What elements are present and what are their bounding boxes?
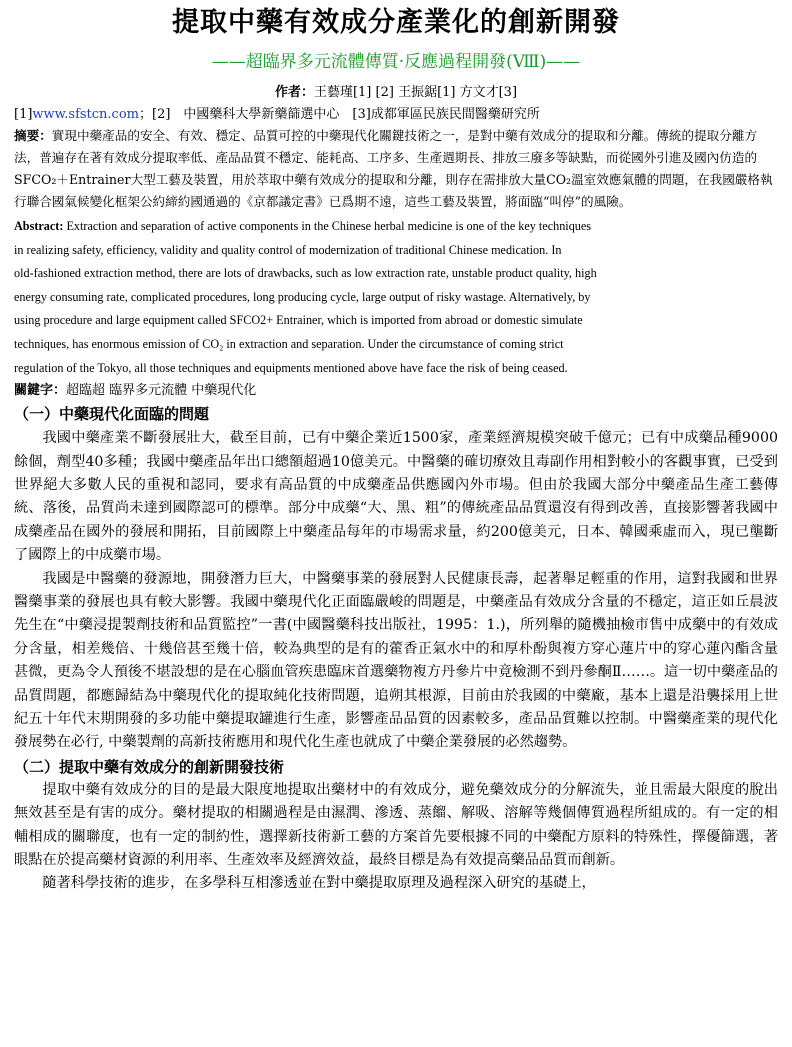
affiliation-prefix: [1] <box>14 107 33 122</box>
body-paragraph: 我國中藥產業不斷發展壯大，截至目前，已有中藥企業近1500家，產業經濟規模突破千億元；已有中成藥品種9000餘個，劑型40多種；我國中藥產品年出口總額超過10億美元。中醫藥的確切療效且毒副作用相對較小的客觀事實，已受到世界絕大多數人民的重視和認同，要求有高品質的中成藥產品供應國內外市場。但由於我國大部分中藥產品生產工藝傳統、落後，品質尚未達到國際認可的標準。部分中成藥“大、黑、粗”的傳統產品品質還沒有得到改善，直接影響著我國中成藥產品在國外的發展和開拓，目前國際上中藥產品每年的市場需求量，約200億美元，日本、韓國乘虛而入，現已壟斷了國際上的中成藥市場。 <box>14 430 778 564</box>
paper-subtitle: ——超臨界多元流體傳質·反應過程開發(Ⅷ)—— <box>211 52 581 72</box>
keywords-text: 超臨超 臨界多元流體 中藥現代化 <box>66 383 257 399</box>
chinese-abstract <box>14 125 778 213</box>
document-page <box>14 4 778 896</box>
english-abstract-line: in realizing safety, efficiency, validity and quality control of modernization of traditional Chinese medication. In <box>14 242 562 257</box>
english-abstract <box>14 213 778 380</box>
affiliation-line <box>14 104 778 125</box>
author-line <box>14 82 778 104</box>
body-paragraph: 隨著科學技術的進步，在多學科互相滲透並在對中藥提取原理及過程深入研究的基礎上， <box>42 875 596 892</box>
keywords-line <box>14 380 778 402</box>
affiliation-text: ；[2] 中國藥科大學新藥篩選中心 [3]成都軍區民族民間醫藥研究所 <box>139 107 540 122</box>
english-abstract-label: Abstract: <box>14 219 64 233</box>
english-abstract-line: Abstract: Extraction and separation of active components in the Chinese herbal medicine is one of the key techniques <box>14 219 592 233</box>
english-abstract-line: regulation of the Tokyo, all those techniques and equipments mentioned above have face the risk of being ceased. <box>14 360 568 375</box>
author-label: 作者： <box>274 85 314 100</box>
section-heading-2: （二）提取中藥有效成分的創新開發技術 <box>14 757 285 776</box>
english-abstract-line: techniques, has enormous emission of CO₂ in extraction and separation. Under the circumstance of coming strict <box>14 336 564 351</box>
abstract-text: 實現中藥產品的安全、有效、穩定、品質可控的中藥現代化關鍵技術之一，是對中藥有效成分的提取和分離。傳統的提取分離方法，普遍存在著有效成分提取率低、產品品質不穩定、能耗高、工序多、生產週期長、排放三廢多等缺點，而從國外引進及國內仿造的SFCO₂＋Entrainer大型工藝及裝置，用於萃取中藥有效成分的提取和分離，則存在需排放大量CO₂溫室效應氣體的問題，在我國嚴格執行聯合國氣候變化框架公約締約國通過的《京都議定書》已爲期不遠，這些工藝及裝置，將面臨“叫停”的風險。 <box>14 128 773 209</box>
body-paragraph: 我國是中醫藥的發源地，開發潛力巨大，中醫藥事業的發展對人民健康長壽，起著舉足輕重的作用，這對我國和世界醫藥事業的發展也具有較大影響。我國中藥現代化正面臨嚴峻的問題是，中藥產品有效成分含量的不穩定，這正如丘晨波先生在“中藥浸提製劑技術和品質監控”一書(中國醫藥科技出版社，1995：1.)，所列舉的隨機抽檢市售中成藥中的有效成分含量，相差幾倍、十幾倍甚至幾十倍，較為典型的是有的藿香正氣水中的和厚朴酚與複方穿心蓮片中的穿心蓮內酯含量甚微，更為令人預後不堪設想的是在心腦血管疾患臨床首選藥物複方丹參片中竟檢測不到丹參酮Ⅱ……。這一切中藥產品的品質問題，都應歸結為中藥現代化的提取純化技術問題，追朔其根源，目前由於我國的中藥廠，基本上還是沿襲採用上世紀五十年代末期開發的多功能中藥提取罐進行生產，影響產品品質的因素較多，產品品質難以控制。中醫藥產業的現代化發展勢在必行, 中藥製劑的高新技術應用和現代化生產也就成了中藥企業發展的必然趨勢。 <box>14 570 778 751</box>
website-link[interactable]: www.sfstcn.com <box>32 107 139 122</box>
english-abstract-line: energy consuming rate, complicated procedures, long producing cycle, large output of risky wastage. Alternatively, by <box>14 289 591 304</box>
english-abstract-line: using procedure and large equipment called SFCO2+ Entrainer, which is imported from abroad or domestic simulate <box>14 313 583 328</box>
english-abstract-line: old-fashioned extraction method, there are lots of drawbacks, such as low extraction rate, unstable product quality, high <box>14 266 597 281</box>
keywords-label: 關鍵字： <box>14 383 67 399</box>
abstract-label: 摘要： <box>14 128 52 143</box>
paper-title: 提取中藥有效成分產業化的創新開發 <box>172 7 620 38</box>
section-heading-1: （一）中藥現代化面臨的問題 <box>14 405 210 424</box>
author-names: 王藝瑾[1] [2] 王振鋸[1] 方文才[3] <box>313 85 518 100</box>
body-paragraph: 提取中藥有效成分的目的是最大限度地提取出藥材中的有效成分，避免藥效成分的分解流失，並且需最大限度的脫出無效甚至是有害的成分。藥材提取的相關過程是由濕潤、滲透、蒸餾、解吸、溶解等幾個傳質過程所組成的。有一定的相輔相成的關聯度，也有一定的制約性，選擇新技術新工藝的方案首先要根據不同的中藥配方原料的特殊性，擇優篩選，著眼點在於提高藥材資源的利用率、生產效率及經濟效益，最終目標是為有效提高藥品品質而創新。 <box>14 781 778 869</box>
